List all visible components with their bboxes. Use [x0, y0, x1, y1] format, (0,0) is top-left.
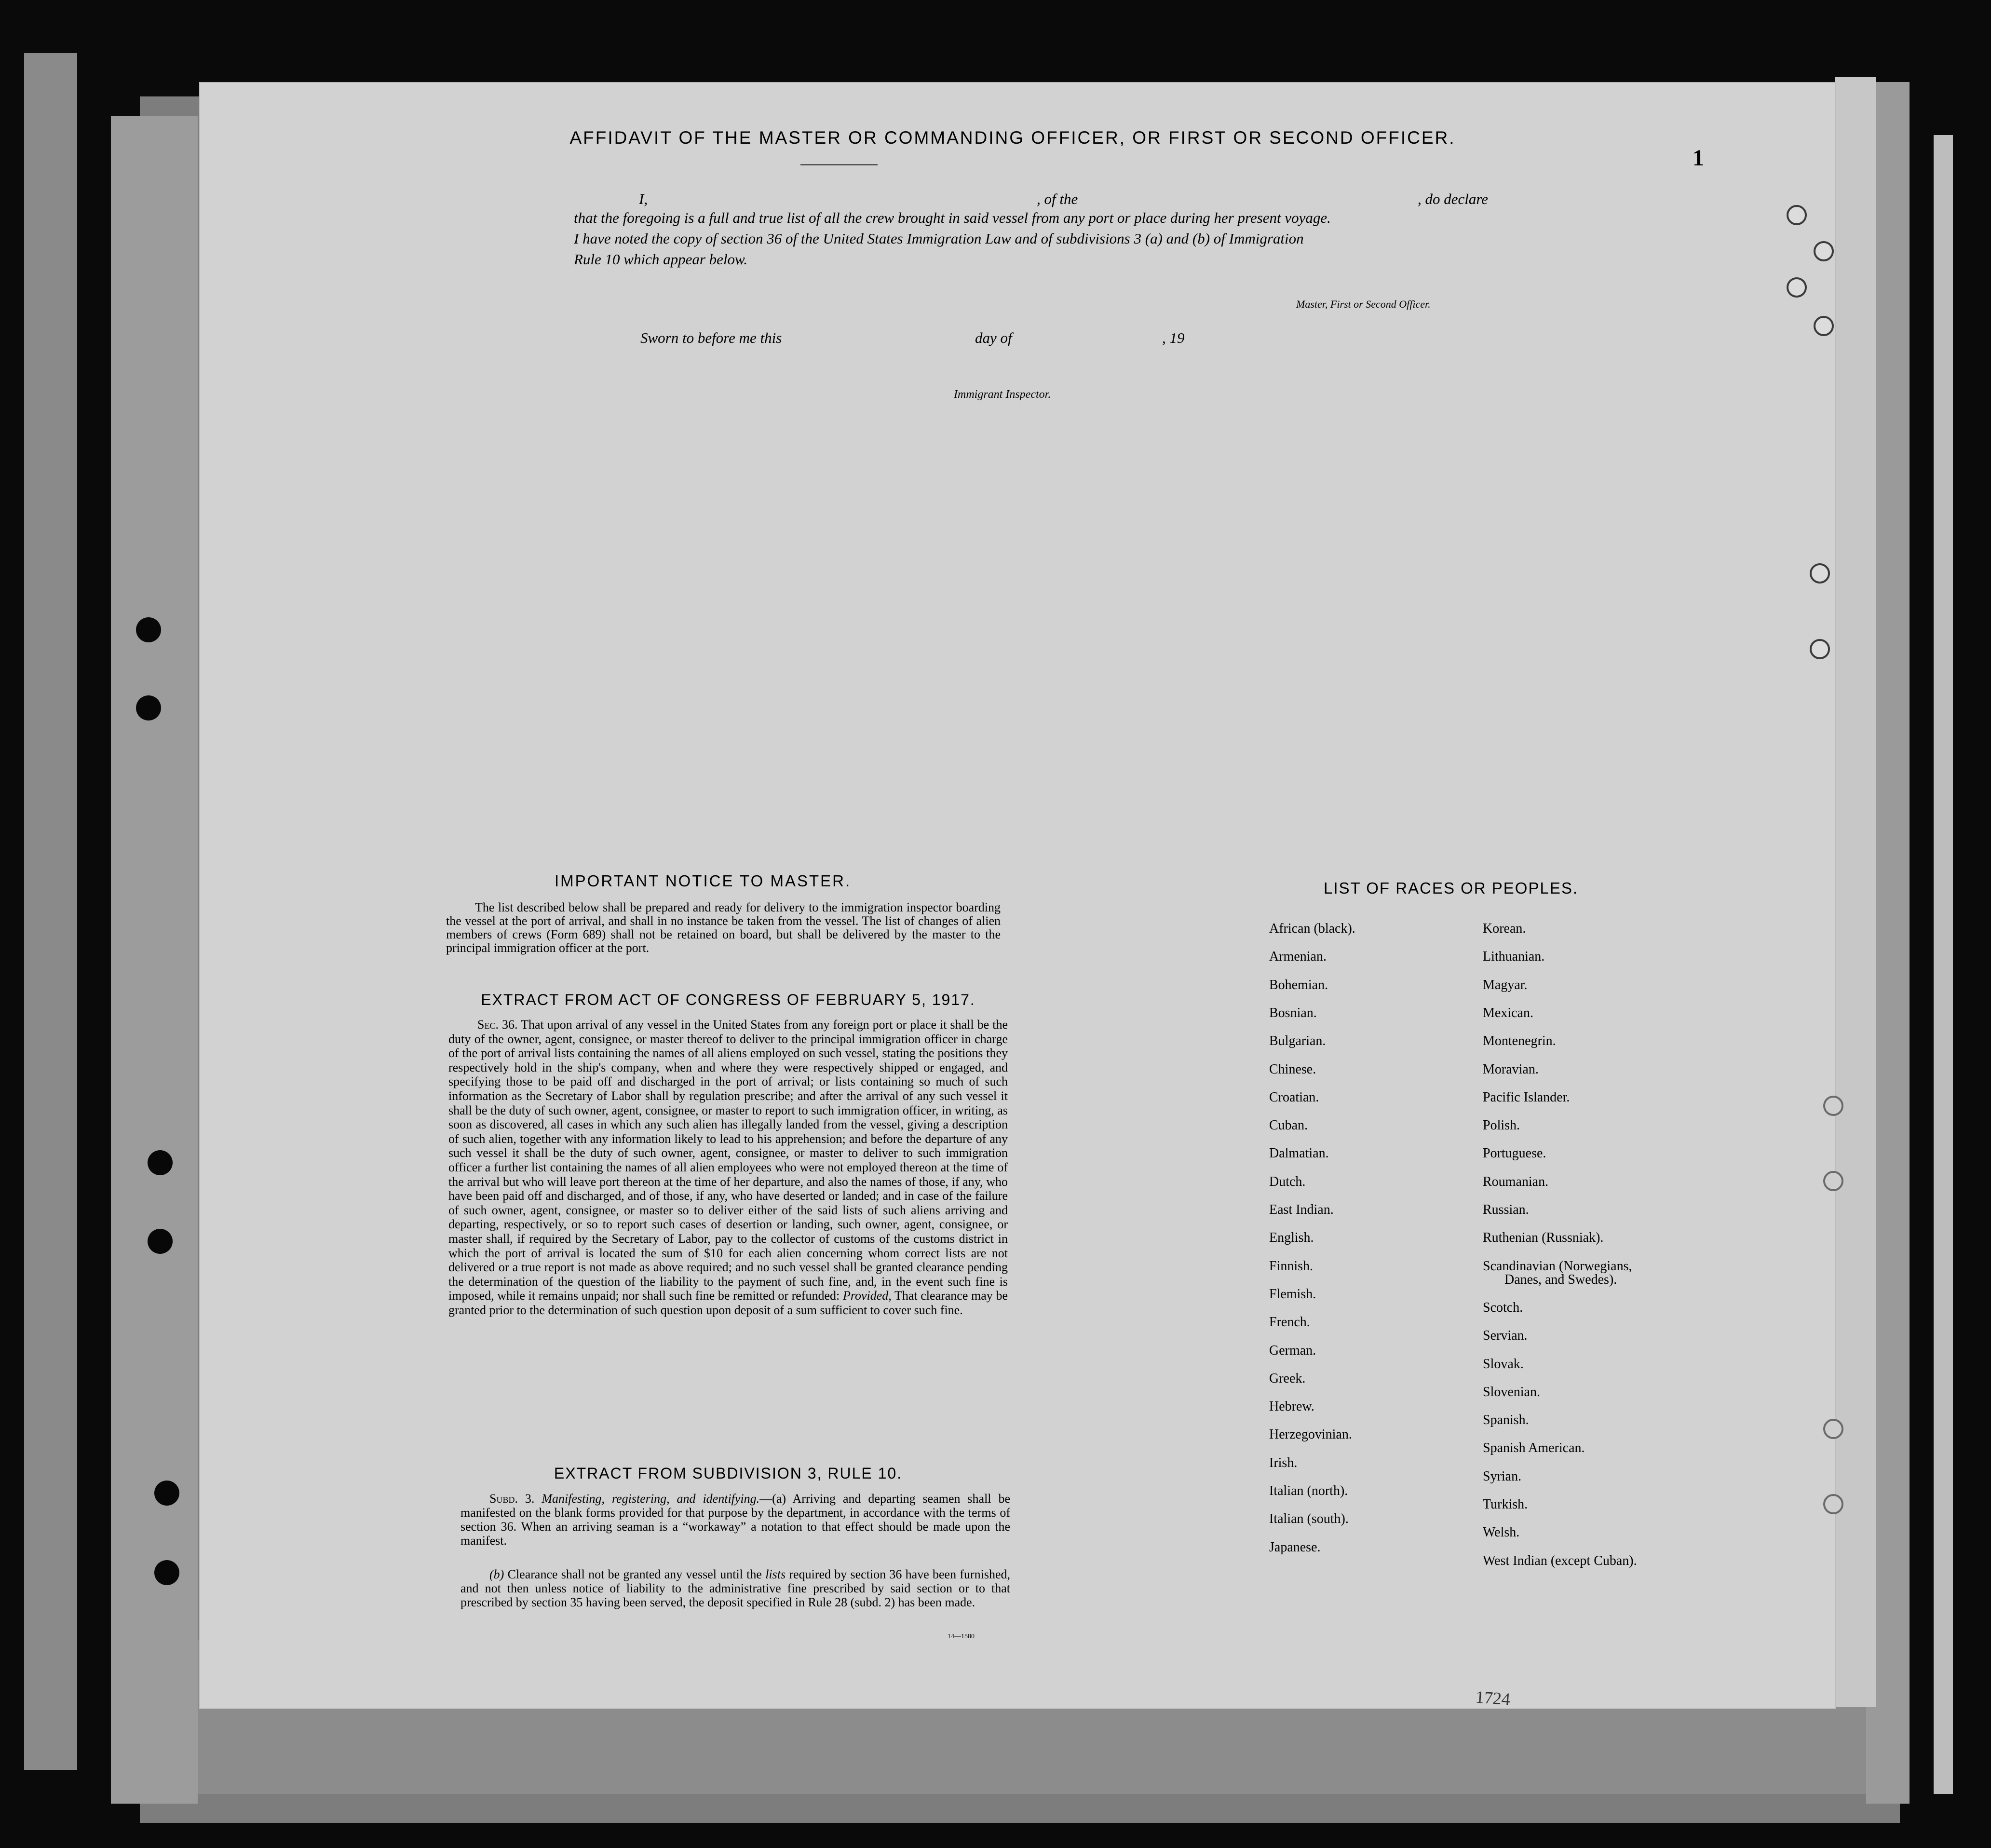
binder-hole — [148, 1229, 173, 1254]
race-item: English. — [1269, 1230, 1314, 1246]
extract-rule-title: EXTRACT FROM SUBDIVISION 3, RULE 10. — [554, 1465, 903, 1482]
race-item: Moravian. — [1483, 1061, 1539, 1077]
race-item: Flemish. — [1269, 1286, 1316, 1302]
race-item: French. — [1269, 1315, 1310, 1330]
race-item: Japanese. — [1269, 1539, 1321, 1555]
race-item: Greek. — [1269, 1371, 1306, 1386]
affidavit-body-line: that the foregoing is a full and true list of all the crew brought in said vessel from any port or place during her present voyage. — [574, 209, 1331, 226]
section-label: Sec. 36. — [477, 1018, 518, 1032]
race-item: Spanish American. — [1483, 1440, 1585, 1456]
year-label: , 19 — [1162, 329, 1185, 346]
race-item: Roumanian. — [1483, 1174, 1549, 1189]
race-item: Spanish. — [1483, 1413, 1529, 1428]
subdivision-paragraph-b — [461, 1567, 1010, 1609]
para-b-part1: Clearance shall not be granted any vessel until the — [507, 1567, 762, 1581]
race-item: East Indian. — [1269, 1202, 1334, 1217]
para-b-part2: required by section 36 have been furnished, and not then unless notice of liability to the administrative fine prescribed by said section or to that prescribed by section 35 having been served, the deposit specified in Rule 28 (subd. 2) has been made. — [461, 1567, 1011, 1609]
section-36-text — [448, 1018, 1008, 1317]
race-item: Scandinavian (Norwegians, — [1483, 1258, 1632, 1274]
race-item: Italian (north). — [1269, 1483, 1348, 1498]
race-item: Lithuanian. — [1483, 949, 1545, 965]
subd-label: Subd. 3. — [489, 1492, 535, 1506]
inspector-label: Immigrant Inspector. — [954, 388, 1051, 401]
races-title: LIST OF RACES OR PEOPLES. — [1324, 879, 1579, 897]
race-item: Pacific Islander. — [1483, 1089, 1570, 1105]
title-divider — [800, 164, 878, 165]
race-item: Chinese. — [1269, 1061, 1316, 1077]
subdivision-paragraph-a — [461, 1492, 1010, 1548]
race-item: Syrian. — [1483, 1468, 1522, 1484]
para-b-label: (b) — [489, 1567, 504, 1581]
race-item: Cuban. — [1269, 1118, 1308, 1133]
page-right-margin — [1835, 77, 1876, 1707]
punch-hole — [1787, 205, 1807, 225]
left-outer-strip — [24, 53, 77, 1770]
punch-hole — [1823, 1419, 1843, 1439]
race-item: Herzegovinian. — [1269, 1427, 1352, 1442]
race-item: Ruthenian (Russniak). — [1483, 1230, 1604, 1246]
race-item: Slovenian. — [1483, 1384, 1540, 1400]
race-item: Danes, and Swedes). — [1504, 1272, 1617, 1287]
form-number: 14—1580 — [948, 1633, 975, 1640]
race-item: African (black). — [1269, 921, 1355, 936]
race-item: Bosnian. — [1269, 1005, 1317, 1020]
race-item: Bulgarian. — [1269, 1033, 1326, 1049]
page-number: 1 — [1693, 145, 1704, 171]
affidavit-i-label: I, — [639, 190, 648, 207]
race-item: Dutch. — [1269, 1174, 1306, 1189]
affidavit-title: AFFIDAVIT OF THE MASTER OR COMMANDING OFFICER, OR FIRST OR SECOND OFFICER. — [569, 128, 1456, 148]
sworn-label: Sworn to before me this — [640, 329, 782, 346]
binder-hole — [154, 1481, 179, 1506]
para-b-lists: lists — [765, 1567, 786, 1581]
race-item: Mexican. — [1483, 1005, 1533, 1020]
race-item: Dalmatian. — [1269, 1146, 1329, 1161]
extract-act-title: EXTRACT FROM ACT OF CONGRESS OF FEBRUARY 5, 1917. — [481, 991, 975, 1008]
right-edge-strip — [1934, 135, 1953, 1794]
affidavit-body — [574, 207, 1514, 270]
race-item: West Indian (except Cuban). — [1483, 1553, 1637, 1568]
subd-para-a: —(a) Arriving and departing seamen shall be manifested on the blank forms provided for that purpose by the department, in accordance with the terms of section 36. When an arriving seaman is a “workaway” a notation to that effect should be made upon the manifest. — [461, 1492, 1010, 1548]
race-item: Finnish. — [1269, 1258, 1314, 1274]
race-item: Welsh. — [1483, 1525, 1520, 1540]
race-item: Scotch. — [1483, 1300, 1523, 1315]
race-item: Magyar. — [1483, 977, 1528, 992]
race-item: Irish. — [1269, 1455, 1298, 1470]
notice-title: IMPORTANT NOTICE TO MASTER. — [555, 872, 852, 890]
race-item: Turkish. — [1483, 1497, 1528, 1512]
race-item: Russian. — [1483, 1202, 1529, 1217]
race-item: Portuguese. — [1483, 1146, 1546, 1161]
punch-hole — [1823, 1171, 1843, 1191]
affidavit-body-line: Rule 10 which appear below. — [574, 251, 748, 268]
handwritten-mark: 1724 — [1475, 1687, 1511, 1709]
race-item: Korean. — [1483, 921, 1526, 936]
race-item: Slovak. — [1483, 1356, 1524, 1372]
affidavit-do-declare-label: , do declare — [1418, 190, 1489, 207]
day-of-label: day of — [975, 329, 1012, 346]
provided-word: Provided, — [842, 1289, 892, 1303]
punch-hole — [1787, 277, 1807, 298]
left-inner-strip — [111, 116, 198, 1804]
document-page — [200, 83, 1835, 1708]
race-item: Hebrew. — [1269, 1399, 1314, 1414]
race-item: Armenian. — [1269, 949, 1327, 965]
punch-hole — [1814, 316, 1834, 336]
punch-hole — [1810, 639, 1830, 659]
affidavit-body-line: I have noted the copy of section 36 of the United States Immigration Law and of subdivisions 3 (a) and (b) of Immigration — [574, 230, 1304, 247]
binder-hole — [154, 1560, 179, 1585]
punch-hole — [1814, 241, 1834, 261]
race-item: German. — [1269, 1343, 1316, 1358]
race-item: Polish. — [1483, 1118, 1520, 1133]
punch-hole — [1810, 563, 1830, 584]
binder-hole — [148, 1150, 173, 1175]
punch-hole — [1823, 1096, 1843, 1116]
race-item: Servian. — [1483, 1328, 1528, 1344]
affidavit-of-the-label: , of the — [1037, 190, 1078, 207]
notice-paragraph: The list described below shall be prepared and ready for delivery to the immigration inspector boarding the vessel at the port of arrival, and shall in no instance be taken from the vessel. The list of changes of alien members of crews (Form 689) shall not be retained on board, but shall be delivered by the master to the principal immigration officer at the port. — [446, 900, 1001, 955]
binder-hole — [136, 695, 161, 720]
officer-signature-label: Master, First or Second Officer. — [1296, 298, 1431, 310]
race-item: Montenegrin. — [1483, 1033, 1556, 1049]
subd-heading: Manifesting, registering, and identifying. — [542, 1492, 760, 1506]
binder-hole — [136, 617, 161, 642]
race-item: Italian (south). — [1269, 1511, 1349, 1527]
section-body: That upon arrival of any vessel in the United States from any foreign port or place it shall be the duty of the owner, agent, consignee, or master thereof to deliver to the principal immigration officer in charge of the port of arrival lists containing the names of all aliens employed on such vessel, stating the positions they respectively hold in the ship's company, when and where they were respectively shipped or engaged, and specifying those to be paid off and discharged in the port of arrival; or lists containing so much of such information as the Secretary of Labor shall by regulation prescribe; and after the arrival of any such vessel it shall be the duty of such owner, agent, consignee, or master to report to such immigration officer, in writing, as soon as discovered, all cases in which any such alien has illegally landed from the vessel, giving a description of such alien, together with any information likely to lead to his apprehension; and before the departure of any such vessel it shall be the duty of such owner, agent, consignee, or master to deliver to such immigration officer a further list containing the names of all alien employees who were not employed thereon at the time of the arrival but who will leave port thereon at the time of her departure, and also the names of those, if any, who have been paid off and discharged, and of those, if any, who have deserted or landed; and in case of the failure of such owner, agent, consignee, or master so to deliver either of the said lists of such aliens arriving and departing, respectively, or so to report such cases of desertion or landing, such owner, agent, consignee, or master shall, if required by the Secretary of Labor, pay to the collector of customs of the customs district in which the port of arrival is located the sum of $10 for each alien concerning whom correct lists are not delivered or a true report is not made as above required; and no such vessel shall be granted clearance pending the determination of the question of the liability to the payment of such fine, and, in the event such fine is imposed, while it remains unpaid; nor shall such fine be remitted or refunded: — [448, 1018, 1008, 1303]
section-body-end: That clearance may be granted prior to the determination of such question upon deposit of a sum sufficient to cover such fine. — [448, 1289, 1008, 1317]
punch-hole — [1823, 1494, 1843, 1514]
race-item: Bohemian. — [1269, 977, 1328, 992]
race-item: Croatian. — [1269, 1089, 1319, 1105]
